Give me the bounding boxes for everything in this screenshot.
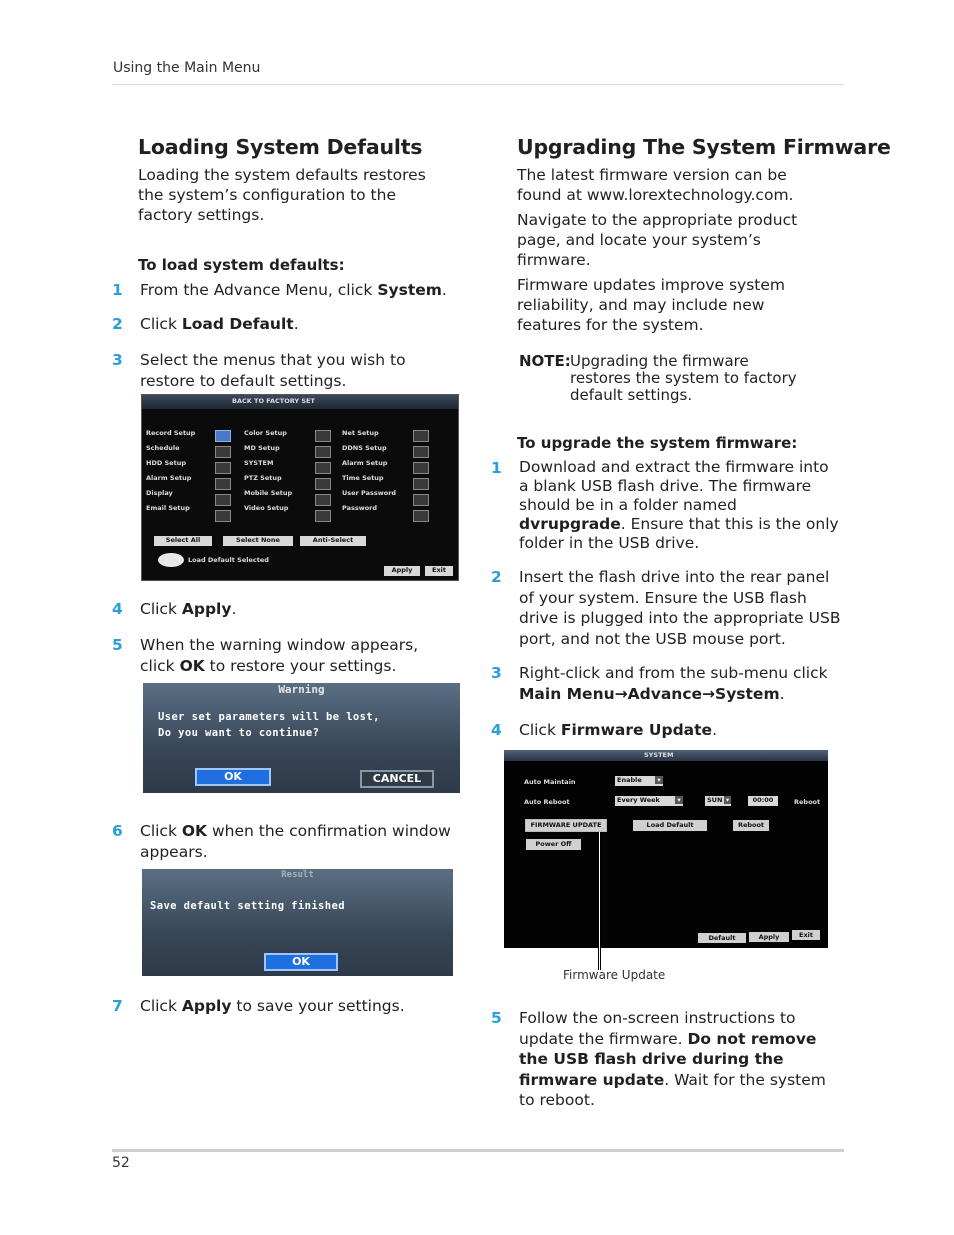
ok-button[interactable]: OK xyxy=(264,953,338,971)
step-text: when the confirmation window appears. xyxy=(140,822,451,861)
checkbox[interactable] xyxy=(315,494,331,506)
step-5 xyxy=(112,635,457,676)
option-label: User Password xyxy=(342,489,397,497)
step-number: 1 xyxy=(112,281,123,299)
footer-rule xyxy=(112,1149,844,1152)
step-7 xyxy=(112,996,457,1017)
firmware-step-3 xyxy=(491,663,843,704)
step-2 xyxy=(112,314,462,335)
step-bold: Advance xyxy=(627,684,703,703)
firmware-step-5 xyxy=(491,1008,836,1111)
step-text: to save your settings. xyxy=(231,997,405,1015)
step-bold: dvrupgrade xyxy=(519,515,621,533)
step-number: 3 xyxy=(491,664,502,682)
option-label: Schedule xyxy=(146,444,180,452)
option-label: Color Setup xyxy=(244,429,287,437)
step-text: . xyxy=(293,315,299,333)
options-col1 xyxy=(146,429,195,519)
checkbox[interactable] xyxy=(215,494,231,506)
reboot-button[interactable]: Reboot xyxy=(733,820,769,831)
option-label: Email Setup xyxy=(146,504,190,512)
step-text: Click xyxy=(140,822,182,840)
checkbox[interactable] xyxy=(215,446,231,458)
reboot-day-select[interactable] xyxy=(705,796,731,806)
step-text: Click xyxy=(519,721,561,739)
warning-dialog-screenshot xyxy=(143,683,460,793)
note-block xyxy=(519,353,819,404)
exit-button[interactable]: Exit xyxy=(425,566,453,576)
checkbox[interactable] xyxy=(315,430,331,442)
step-number: 4 xyxy=(491,721,502,739)
step-bold: System xyxy=(715,684,780,703)
option-label: SYSTEM xyxy=(244,459,274,467)
step-6 xyxy=(112,821,457,862)
option-label: PTZ Setup xyxy=(244,474,282,482)
step-text: Insert the flash drive into the rear panel of your system. Ensure the USB flash drive is plugged into the appropriate USB port, and not the USB mouse port. xyxy=(519,568,841,648)
checkbox[interactable] xyxy=(215,462,231,474)
option-label: DDNS Setup xyxy=(342,444,387,452)
step-text: . xyxy=(441,281,447,299)
step-bold: Main Menu xyxy=(519,684,615,703)
checkbox-col3 xyxy=(413,430,429,526)
select-value: Enable xyxy=(617,776,642,784)
dialog-message: Save default setting finished xyxy=(150,900,345,912)
arrow-right-icon: → xyxy=(614,684,628,703)
step-number: 1 xyxy=(491,459,502,477)
reboot-label: Reboot xyxy=(794,798,821,806)
reboot-time-input[interactable]: 00:00 xyxy=(748,796,778,806)
select-value: SUN xyxy=(707,796,723,804)
note-text: Upgrading the firmware restores the system to factory default settings. xyxy=(570,352,797,404)
auto-maintain-label: Auto Maintain xyxy=(524,778,576,786)
checkbox[interactable] xyxy=(413,494,429,506)
firmware-para1: The latest firmware version can be found at www.lorextechnology.com. xyxy=(517,166,794,204)
checkbox[interactable] xyxy=(215,510,231,522)
firmware-para2: Navigate to the appropriate product page, and locate your system’s firmware. xyxy=(517,211,798,269)
step-text: When the warning window appears, click xyxy=(140,636,419,675)
option-label: Net Setup xyxy=(342,429,379,437)
option-label: Time Setup xyxy=(342,474,384,482)
select-all-button[interactable]: Select All xyxy=(154,536,212,546)
option-label: Alarm Setup xyxy=(146,474,192,482)
option-label: Alarm Setup xyxy=(342,459,388,467)
step-number: 3 xyxy=(112,351,123,369)
step-text: . Wait for the system to reboot. xyxy=(519,1070,826,1109)
status-icon xyxy=(158,553,184,567)
header-rule xyxy=(112,84,844,85)
step-number: 5 xyxy=(112,636,123,654)
apply-button[interactable]: Apply xyxy=(384,566,420,576)
anti-select-button[interactable]: Anti-Select xyxy=(300,536,366,546)
firmware-subhead: To upgrade the system firmware: xyxy=(517,434,798,452)
firmware-step-2 xyxy=(491,567,843,649)
option-label: Record Setup xyxy=(146,429,196,437)
section-title-loading-defaults: Loading System Defaults xyxy=(138,135,423,159)
option-label: MD Setup xyxy=(244,444,280,452)
step-text: Select the menus that you wish to restore to default settings. xyxy=(140,351,406,390)
checkbox-col2 xyxy=(315,430,331,526)
factory-set-screenshot xyxy=(141,394,459,581)
dialog-title: Warning xyxy=(278,683,325,696)
chevron-down-icon: ▾ xyxy=(675,796,683,804)
step-text: . Ensure that this is the only folder in the USB drive. xyxy=(519,515,839,552)
select-value: Every Week xyxy=(617,796,660,804)
options-col3 xyxy=(342,429,396,519)
default-button[interactable]: Default xyxy=(698,933,746,943)
power-off-button[interactable]: Power Off xyxy=(526,839,581,850)
step-bold: OK xyxy=(181,822,208,840)
system-menu-screenshot xyxy=(504,750,828,948)
dialog-message-line2: Do you want to continue? xyxy=(158,727,320,739)
checkbox[interactable] xyxy=(413,462,429,474)
screen-title: BACK TO FACTORY SET xyxy=(232,397,315,405)
section-title-firmware: Upgrading The System Firmware xyxy=(517,135,891,159)
step-bold: OK xyxy=(179,656,205,675)
step-number: 5 xyxy=(491,1009,502,1027)
step-text: From the Advance Menu, click xyxy=(140,281,378,299)
step-text: . xyxy=(779,684,785,703)
dialog-message-line1: User set parameters will be lost, xyxy=(158,711,380,723)
procedure-subhead: To load system defaults: xyxy=(138,256,345,274)
step-1 xyxy=(112,280,462,301)
checkbox[interactable] xyxy=(413,510,429,522)
status-text: Load Default Selected xyxy=(188,556,269,564)
intro-paragraph: Loading the system defaults restores the system’s configuration to the factory settings. xyxy=(138,166,426,224)
step-3 xyxy=(112,350,462,391)
checkbox[interactable] xyxy=(315,462,331,474)
auto-reboot-label: Auto Reboot xyxy=(524,798,570,806)
option-label: HDD Setup xyxy=(146,459,186,467)
firmware-update-button[interactable]: FIRMWARE UPDATE xyxy=(526,820,606,831)
checkbox[interactable] xyxy=(413,478,429,490)
page-number: 52 xyxy=(112,1155,130,1171)
callout-caption: Firmware Update xyxy=(563,968,666,982)
step-number: 4 xyxy=(112,600,123,618)
step-text: . xyxy=(712,721,717,739)
step-text: Click xyxy=(140,600,182,618)
step-text: to restore your settings. xyxy=(204,656,397,675)
step-text: Click xyxy=(140,997,182,1015)
options-col2 xyxy=(244,429,292,519)
checkbox[interactable] xyxy=(413,446,429,458)
auto-maintain-select[interactable] xyxy=(615,776,663,786)
load-default-button[interactable]: Load Default xyxy=(633,820,707,831)
cancel-button[interactable]: CANCEL xyxy=(360,770,434,788)
step-text: . xyxy=(231,600,237,618)
dialog-title: Result xyxy=(281,870,314,880)
checkbox[interactable] xyxy=(215,478,231,490)
step-bold: Apply xyxy=(181,600,232,618)
step-bold: Load Default xyxy=(181,315,294,333)
checkbox[interactable] xyxy=(413,430,429,442)
result-dialog-screenshot xyxy=(142,869,453,976)
exit-button[interactable]: Exit xyxy=(792,930,820,940)
step-bold: Apply xyxy=(181,997,232,1015)
apply-button[interactable]: Apply xyxy=(749,932,789,942)
note-label: NOTE: xyxy=(519,352,571,370)
chevron-down-icon: ▾ xyxy=(725,796,730,804)
option-label: Mobile Setup xyxy=(244,489,293,497)
step-bold: Firmware Update xyxy=(560,721,713,739)
checkbox-col1 xyxy=(215,430,231,526)
step-bold: System xyxy=(377,281,442,299)
checkbox[interactable] xyxy=(315,446,331,458)
step-4 xyxy=(112,599,462,620)
step-number: 2 xyxy=(112,315,123,333)
option-label: Password xyxy=(342,504,378,512)
screen-title: SYSTEM xyxy=(644,751,674,759)
step-text: Click xyxy=(140,315,182,333)
checkbox[interactable] xyxy=(315,478,331,490)
step-text: Follow the on-screen instructions to update the firmware. xyxy=(519,1009,796,1048)
step-text: Right-click and from the sub-menu click xyxy=(519,664,828,682)
select-none-button[interactable]: Select None xyxy=(223,536,293,546)
step-number: 7 xyxy=(112,997,123,1015)
firmware-step-4 xyxy=(491,720,843,741)
ok-button[interactable]: OK xyxy=(195,768,271,786)
arrow-right-icon: → xyxy=(702,684,716,703)
option-label: Video Setup xyxy=(244,504,289,512)
chevron-down-icon: ▾ xyxy=(655,776,663,784)
firmware-para3: Firmware updates improve system reliability, and may include new features for the system. xyxy=(517,276,786,334)
checkbox[interactable] xyxy=(215,430,231,442)
step-bold: Do not remove the USB flash drive during the firmware update xyxy=(519,1029,817,1089)
firmware-step-1 xyxy=(491,458,841,553)
checkbox[interactable] xyxy=(315,510,331,522)
step-number: 6 xyxy=(112,822,123,840)
reboot-frequency-select[interactable] xyxy=(615,796,683,806)
option-label: Display xyxy=(146,489,173,497)
step-number: 2 xyxy=(491,568,502,586)
running-head: Using the Main Menu xyxy=(113,60,261,76)
callout-line xyxy=(598,832,601,970)
step-text: Download and extract the firmware into a blank USB flash drive. The firmware should be in a folder named xyxy=(519,458,829,514)
